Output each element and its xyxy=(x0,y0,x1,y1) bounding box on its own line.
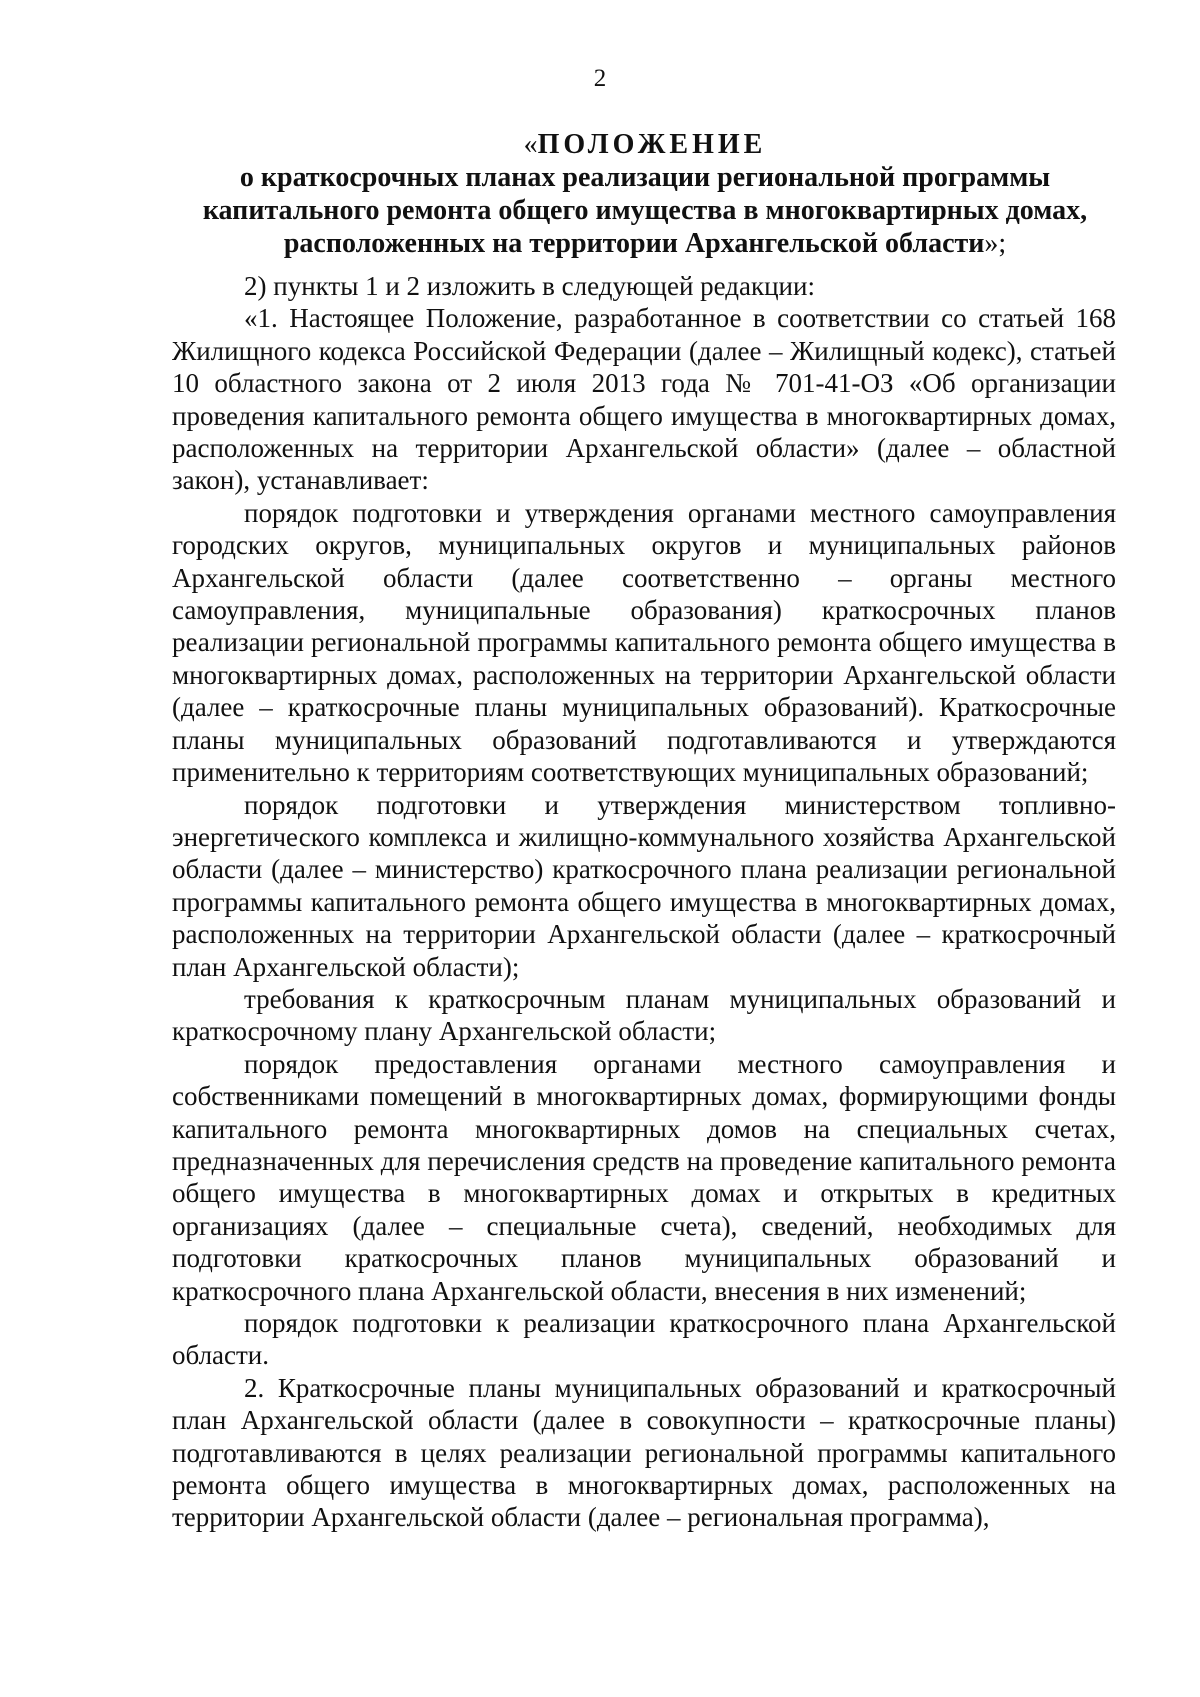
title-line-4 xyxy=(150,227,1140,260)
page-number: 2 xyxy=(593,65,607,92)
title-open-quote: « xyxy=(523,129,538,160)
title-word: ПОЛОЖЕНИЕ xyxy=(537,129,767,160)
paragraph-preparation-order: порядок подготовки к реализации краткосрочного плана Архангельской области. xyxy=(172,1308,1116,1371)
title-line-3: капитального ремонта общего имущества в многоквартирных домах, xyxy=(202,195,1088,226)
title-line-1 xyxy=(150,128,1140,161)
title-line-2: о краткосрочных планах реализации региональной программы xyxy=(239,162,1051,193)
paragraph-item-1: «1. Настоящее Положение, разработанное в соответствии со статьей 168 Жилищного кодекса Российской Федерации (далее – Жилищный кодекс), статьей 10 областного закона от 2 июля 2013 года № 701-41-ОЗ «Об организации проведения капитального ремонта общего имущества в многоквартирных домах, расположенных на территории Архангельской области» (далее – областной закон), устанавливает: xyxy=(172,303,1116,496)
title-closing: »; xyxy=(984,228,1007,259)
title-line-4-text: расположенных на территории Архангельской области xyxy=(283,228,985,259)
paragraph-item-2: 2. Краткосрочные планы муниципальных образований и краткосрочный план Архангельской области (далее в совокупности – краткосрочные планы) подготавливаются в целях реализации региональной программы капитального ремонта общего имущества в многоквартирных домах, расположенных на территории Архангельской области (далее – региональная программа), xyxy=(172,1372,1116,1533)
document-title xyxy=(150,128,1140,260)
paragraph-requirements: требования к краткосрочным планам муниципальных образований и краткосрочному плану Архангельской области; xyxy=(172,983,1116,1047)
paragraph-information-order: порядок предоставления органами местного самоуправления и собственниками помещений в многоквартирных домах, формирующими фонды капитального ремонта многоквартирных домов на специальных счетах, предназначенных для перечисления средств на проведение капитального ремонта общего имущества в многоквартирных домах и открытых в кредитных организациях (далее – специальные счета), сведений, необходимых для подготовки краткосрочных планов муниципальных образований и краткосрочного плана Архангельской области, внесения в них изменений; xyxy=(172,1048,1116,1306)
body-text xyxy=(172,270,1116,1534)
paragraph-amendment-intro: 2) пункты 1 и 2 изложить в следующей редакции: xyxy=(244,271,815,301)
paragraph-regional-plan-order: порядок подготовки и утверждения министерством топливно-энергетического комплекса и жилищно-коммунального хозяйства Архангельской области (далее – министерство) краткосрочного плана реализации региональной программы капитального ремонта общего имущества в многоквартирных домах, расположенных на территории Архангельской области (далее – краткосрочный план Архангельской области); xyxy=(172,789,1116,982)
paragraph-municipal-plans-order: порядок подготовки и утверждения органами местного самоуправления городских округов, муниципальных округов и муниципальных районов Архангельской области (далее соответственно – органы местного самоуправления, муниципальные образования) краткосрочных планов реализации региональной программы капитального ремонта общего имущества в многоквартирных домах, расположенных на территории Архангельской области (далее – краткосрочные планы муниципальных образований). Краткосрочные планы муниципальных образований подготавливаются и утверждаются применительно к территориям соответствующих муниципальных образований; xyxy=(172,497,1116,788)
